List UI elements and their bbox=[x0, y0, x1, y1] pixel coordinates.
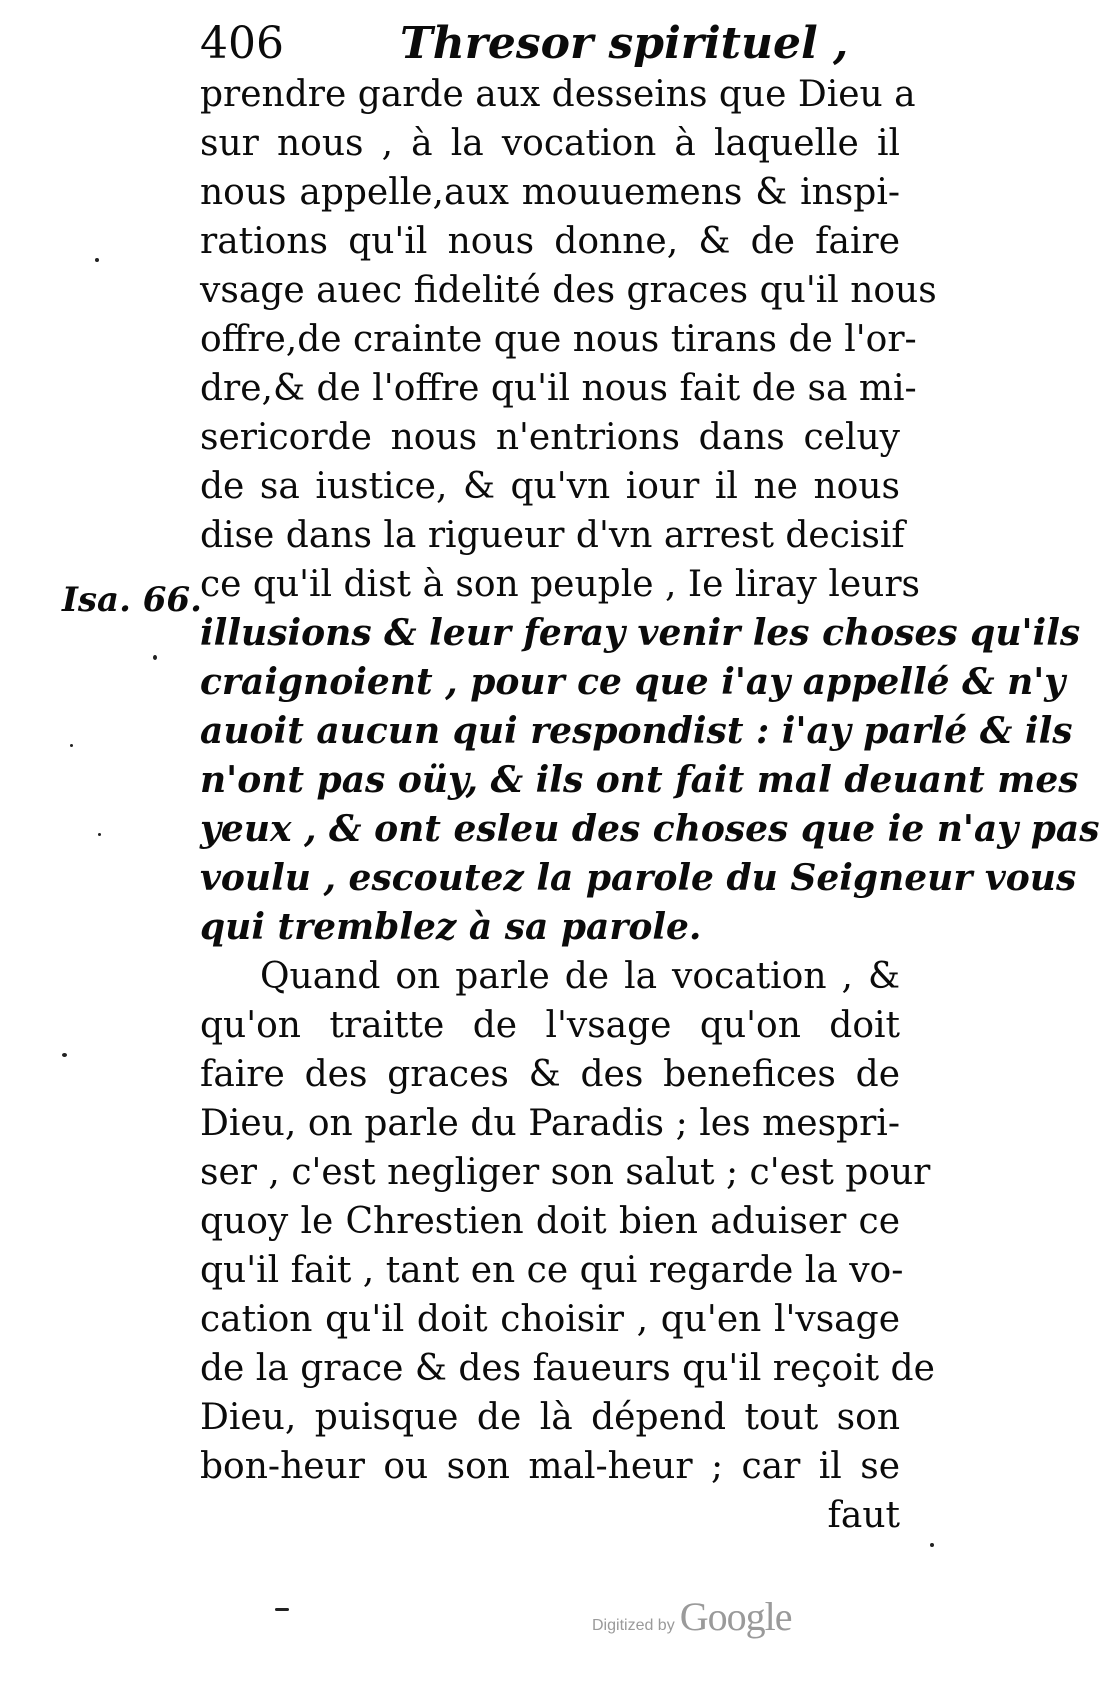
text-line: qu'on traitte de l'vsage qu'on doit bbox=[200, 1005, 900, 1046]
margin-reference: Isa. 66. bbox=[62, 580, 202, 620]
paragraph-first-line: Quand on parle de la vocation , & bbox=[260, 956, 900, 997]
text-line: dise dans la rigueur d'vn arrest decisif bbox=[200, 515, 905, 556]
quote-line: craignoient , pour ce que i'ay appellé & n'y bbox=[200, 661, 1066, 703]
quote-line: yeux , & ont esleu des choses que ie n'ay pas bbox=[200, 808, 1100, 850]
text-line: bon-heur ou son mal-heur ; car il se bbox=[200, 1446, 900, 1487]
google-watermark bbox=[592, 1593, 792, 1640]
text-line: Dieu, puisque de là dépend tout son bbox=[200, 1397, 900, 1438]
text-line: ce qu'il dist à son peuple , Ie liray leurs bbox=[200, 564, 920, 605]
quote-line: illusions & leur feray venir les choses qu'ils bbox=[200, 612, 1081, 654]
page-body bbox=[200, 70, 1100, 1540]
watermark-prefix: Digitized by bbox=[592, 1617, 675, 1634]
page-number: 406 bbox=[200, 18, 284, 69]
text-line: de sa iustice, & qu'vn iour il ne nous bbox=[200, 466, 900, 507]
quote-line: auoit aucun qui respondist : i'ay parlé & ils bbox=[200, 710, 1073, 752]
text-line: quoy le Chrestien doit bien aduiser ce bbox=[200, 1201, 900, 1242]
text-line: nous appelle,aux mouuemens & inspi- bbox=[200, 172, 900, 213]
print-speck bbox=[153, 655, 157, 660]
text-line: prendre garde aux desseins que Dieu a bbox=[200, 74, 916, 115]
running-title: Thresor spirituel , bbox=[400, 18, 849, 69]
text-line: sur nous , à la vocation à laquelle il bbox=[200, 123, 900, 164]
catchword: faut bbox=[827, 1495, 900, 1536]
text-line: de la grace & des faueurs qu'il reçoit de bbox=[200, 1348, 935, 1389]
quote-line: voulu , escoutez la parole du Seigneur vous bbox=[200, 857, 1077, 899]
print-speck bbox=[930, 1543, 934, 1547]
page-header bbox=[200, 18, 848, 70]
print-speck bbox=[70, 744, 73, 747]
quote-line: qui tremblez à sa parole. bbox=[200, 906, 702, 948]
text-line: Dieu, on parle du Paradis ; les mespri- bbox=[200, 1103, 900, 1144]
text-line: offre,de crainte que nous tirans de l'or- bbox=[200, 319, 917, 360]
print-speck bbox=[95, 258, 99, 262]
print-speck bbox=[275, 1608, 289, 1611]
text-line: vsage auec fidelité des graces qu'il nous bbox=[200, 270, 937, 311]
quote-line: n'ont pas oüy, & ils ont fait mal deuant mes bbox=[200, 759, 1079, 801]
text-line: cation qu'il doit choisir , qu'en l'vsage bbox=[200, 1299, 900, 1340]
print-speck bbox=[98, 833, 101, 836]
text-line: dre,& de l'offre qu'il nous fait de sa mi- bbox=[200, 368, 917, 409]
text-line: sericorde nous n'entrions dans celuy bbox=[200, 417, 900, 458]
text-line: faire des graces & des benefices de bbox=[200, 1054, 900, 1095]
text-line: qu'il fait , tant en ce qui regarde la vo- bbox=[200, 1250, 904, 1291]
print-speck bbox=[62, 1053, 67, 1057]
text-line: ser , c'est negliger son salut ; c'est pour bbox=[200, 1152, 931, 1193]
text-line: rations qu'il nous donne, & de faire bbox=[200, 221, 900, 262]
google-logo: Google bbox=[679, 1594, 792, 1639]
